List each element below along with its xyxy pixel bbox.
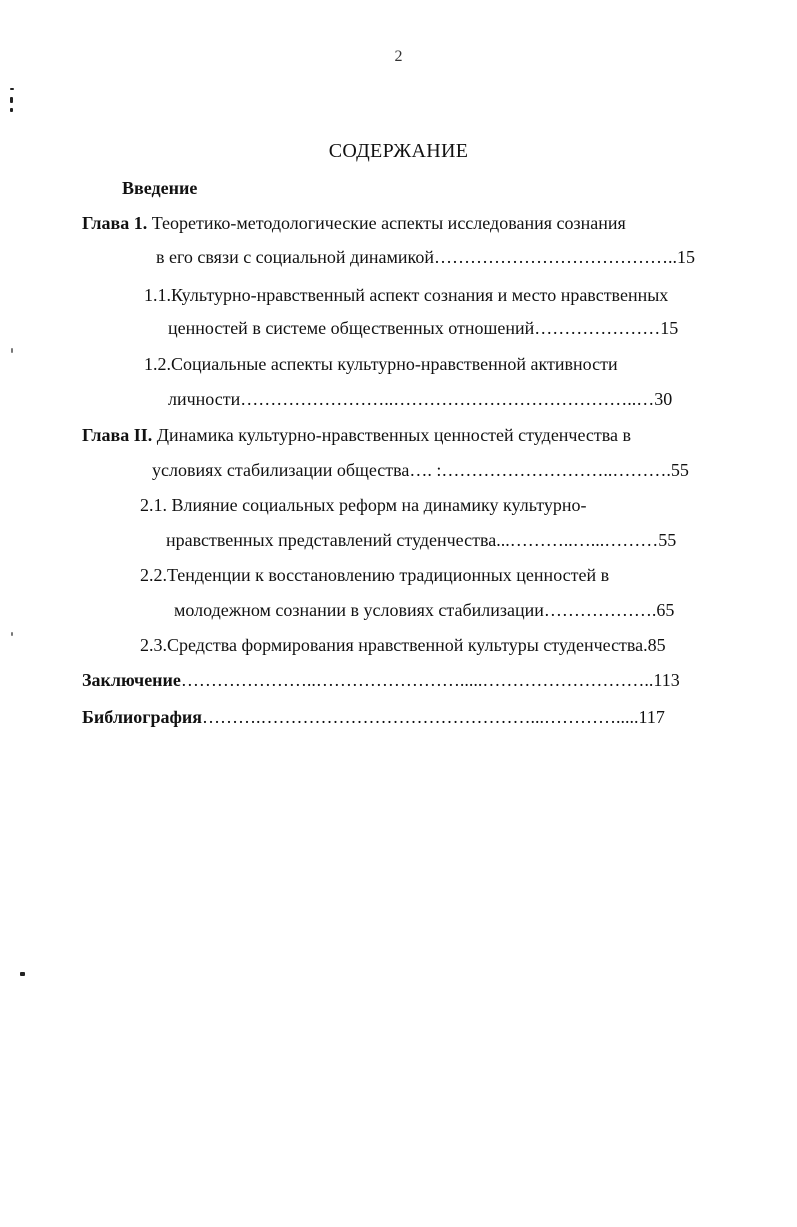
toc-section-2-2-line2: молодежном сознании в условиях стабилизации……………….65 bbox=[174, 600, 675, 620]
toc-chapter-1-title: Теоретико-методологические аспекты исследования сознания bbox=[147, 213, 626, 233]
scan-speck bbox=[10, 88, 14, 90]
scan-speck bbox=[11, 348, 13, 353]
page-number: 2 bbox=[394, 48, 403, 65]
toc-section-1-1-line1: 1.1.Культурно-нравственный аспект сознания и место нравственных bbox=[144, 285, 669, 305]
toc-bibliography bbox=[82, 706, 665, 728]
toc-bibliography-label: Библиография bbox=[82, 707, 203, 727]
toc-chapter-2-line2: условиях стабилизации общества…. :………………………..……….55 bbox=[152, 460, 689, 480]
scan-speck bbox=[10, 108, 13, 112]
toc-section-1-2-line1: 1.2.Социальные аспекты культурно-нравственной активности bbox=[144, 354, 618, 374]
toc-section-2-1-line1: 2.1. Влияние социальных реформ на динамику культурно- bbox=[140, 495, 587, 515]
scan-speck bbox=[10, 97, 13, 103]
scan-speck bbox=[11, 632, 13, 636]
toc-chapter-2-title: Динамика культурно-нравственных ценностей студенчества в bbox=[152, 425, 632, 445]
page-title: СОДЕРЖАНИЕ bbox=[328, 140, 469, 162]
toc-section-2-2-line1: 2.2.Тенденции к восстановлению традиционных ценностей в bbox=[140, 565, 610, 585]
toc-chapter-2-label: Глава II. bbox=[82, 425, 153, 445]
toc-conclusion bbox=[82, 669, 680, 691]
toc-section-1-1-line2: ценностей в системе общественных отношений…………………15 bbox=[168, 318, 679, 338]
toc-chapter-2-line1 bbox=[82, 424, 631, 446]
scan-speck bbox=[20, 972, 25, 976]
toc-chapter-1-line2: в его связи с социальной динамикой…………………………………..15 bbox=[156, 247, 695, 267]
toc-chapter-1-line1 bbox=[82, 212, 626, 234]
toc-bibliography-leader: ……….………………………………………...………….....117 bbox=[202, 707, 665, 727]
toc-section-1-2-line2: личности……………………..…………………………………..…30 bbox=[168, 389, 673, 409]
toc-section-2-3: 2.3.Средства формирования нравственной культуры студенчества.85 bbox=[140, 635, 666, 655]
toc-section-2-1-line2: нравственных представлений студенчества...………..…...………55 bbox=[166, 530, 677, 550]
toc-chapter-1-label: Глава 1. bbox=[82, 213, 148, 233]
toc-conclusion-label: Заключение bbox=[82, 670, 181, 690]
toc-conclusion-leader: …………………..…………………….....………………………..113 bbox=[180, 670, 680, 690]
toc-intro: Введение bbox=[122, 178, 198, 198]
